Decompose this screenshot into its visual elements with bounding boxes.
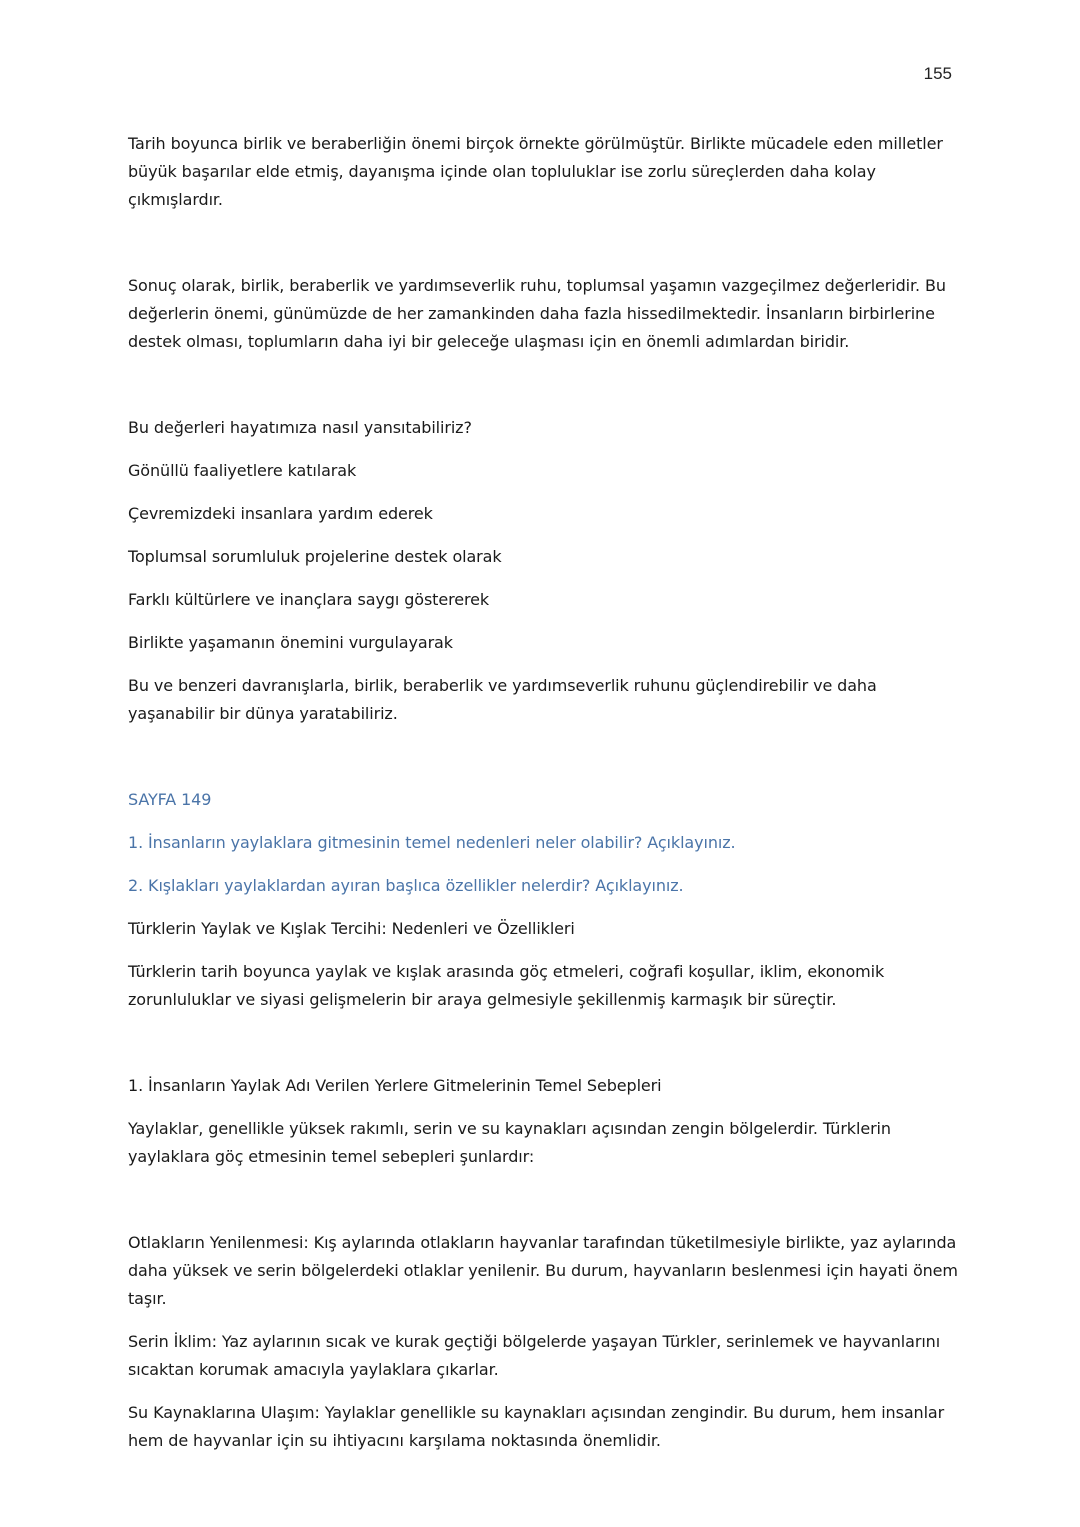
- section-heading: SAYFA 149: [128, 790, 212, 809]
- reflection-closing: Bu ve benzeri davranışlarla, birlik, beraberlik ve yardımseverlik ruhunu güçlendirebilir ve daha yaşanabilir bir dünya yaratabiliriz.: [128, 676, 877, 723]
- section-intro: Türklerin tarih boyunca yaylak ve kışlak arasında göç etmeleri, coğrafi koşullar, iklim, ekonomik zorunluluklar ve siyasi gelişmelerin bir araya gelmesiyle şekillenmiş karmaşık bir süreçtir.: [128, 962, 885, 1009]
- reflection-item: Farklı kültürlere ve inançlara saygı göstererek: [128, 590, 490, 609]
- reflection-item: Çevremizdeki insanlara yardım ederek: [128, 504, 433, 523]
- reason-paragraph: Su Kaynaklarına Ulaşım: Yaylaklar genellikle su kaynakları açısından zengindir. Bu durum, hem insanlar hem de hayvanlar için su ihtiyacını karşılama noktasında önemlidir.: [128, 1403, 945, 1450]
- reflection-item: Toplumsal sorumluluk projelerine destek olarak: [128, 547, 502, 566]
- section-question: 2. Kışlakları yaylaklardan ayıran başlıca özellikler nelerdir? Açıklayınız.: [128, 876, 684, 895]
- page-number: 155: [923, 64, 952, 83]
- section-title: Türklerin Yaylak ve Kışlak Tercihi: Nedenleri ve Özellikleri: [128, 919, 575, 938]
- document-body: [128, 130, 958, 1470]
- intro-paragraph: Tarih boyunca birlik ve beraberliğin önemi birçok örnekte görülmüştür. Birlikte mücadele eden milletler büyük başarılar elde etmiş, dayanışma içinde olan topluluklar ise zorlu süreçlerden daha kolay çıkmışlardır.: [128, 134, 943, 209]
- section-question: 1. İnsanların yaylaklara gitmesinin temel nedenleri neler olabilir? Açıklayınız.: [128, 833, 736, 852]
- reflection-question: Bu değerleri hayatımıza nasıl yansıtabiliriz?: [128, 418, 472, 437]
- reflection-item: Gönüllü faaliyetlere katılarak: [128, 461, 357, 480]
- conclusion-paragraph: Sonuç olarak, birlik, beraberlik ve yardımseverlik ruhu, toplumsal yaşamın vazgeçilmez değerleridir. Bu değerlerin önemi, günümüzde de her zamankinden daha fazla hissedilmektedir. İnsanların birbirlerine destek olması, toplumların daha iyi bir geleceğe ulaşması için en önemli adımlardan biridir.: [128, 276, 946, 351]
- reason-paragraph: Serin İklim: Yaz aylarının sıcak ve kurak geçtiği bölgelerde yaşayan Türkler, serinlemek ve hayvanlarını sıcaktan korumak amacıyla yaylaklara çıkarlar.: [128, 1332, 941, 1379]
- reason-paragraph: Otlakların Yenilenmesi: Kış aylarında otlakların hayvanlar tarafından tüketilmesiyle birlikte, yaz aylarında daha yüksek ve serin bölgelerdeki otlaklar yenilenir. Bu durum, hayvanların beslenmesi için hayati önem taşır.: [128, 1233, 958, 1308]
- sub-intro: Yaylaklar, genellikle yüksek rakımlı, serin ve su kaynakları açısından zengin bölgelerdir. Türklerin yaylaklara göç etmesinin temel sebepleri şunlardır:: [128, 1119, 891, 1166]
- subheading: 1. İnsanların Yaylak Adı Verilen Yerlere Gitmelerinin Temel Sebepleri: [128, 1076, 662, 1095]
- reflection-item: Birlikte yaşamanın önemini vurgulayarak: [128, 633, 453, 652]
